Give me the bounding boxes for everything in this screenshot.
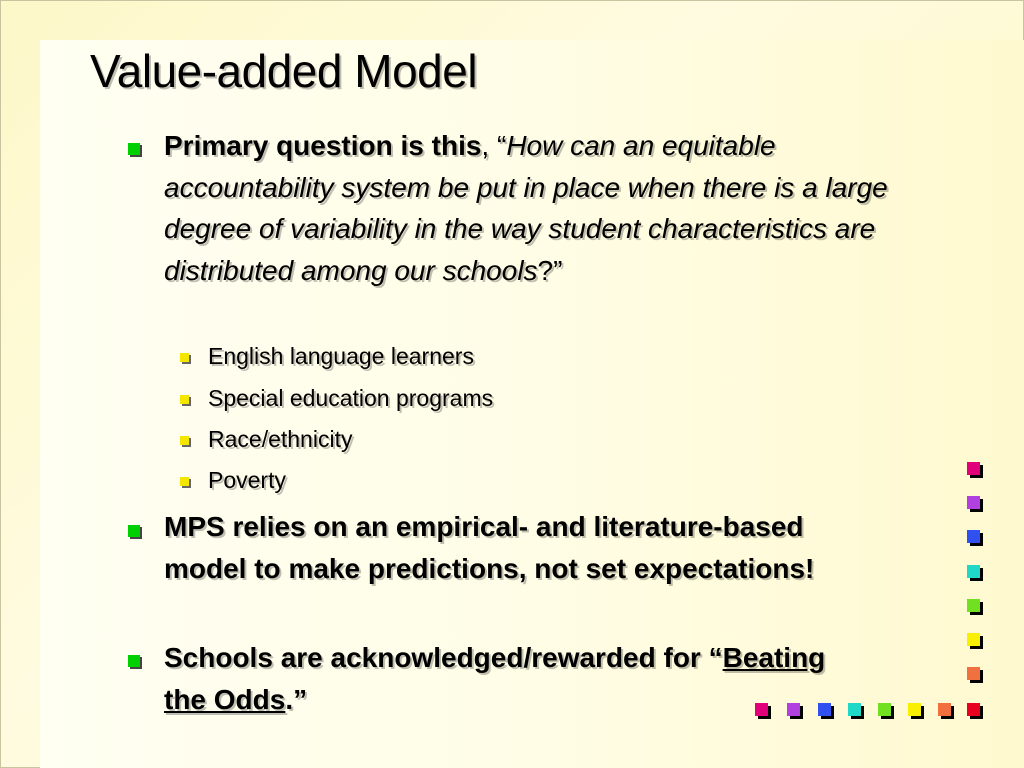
bullet-question: How can an equitable accountability system be put in place when there is a large degree of variability in the way student characteristics are distributed among our schools <box>164 130 888 286</box>
decor-square <box>818 703 831 716</box>
sub-item-english-learners: English language learners <box>208 343 474 369</box>
bullet-beating-odds <box>164 637 844 720</box>
bullet-mps-model: MPS relies on an empirical- and literature-based model to make predictions, not set expectations! <box>164 511 815 584</box>
decor-square <box>967 565 980 578</box>
sub-bullet-marker <box>180 395 189 404</box>
decor-square <box>938 703 951 716</box>
decor-square <box>848 703 861 716</box>
bullet-marker <box>128 525 140 537</box>
decor-square <box>967 462 980 475</box>
slide-title: Value-added Model <box>90 45 478 97</box>
decor-square <box>787 703 800 716</box>
decor-square <box>967 496 980 509</box>
sub-item-poverty: Poverty <box>208 467 286 493</box>
decor-square <box>967 703 980 716</box>
sub-bullet-marker <box>180 477 189 486</box>
sub-bullet-marker <box>180 436 189 445</box>
decor-square <box>878 703 891 716</box>
decor-square <box>967 633 980 646</box>
sub-item-race-ethnicity: Race/ethnicity <box>208 426 353 452</box>
bullet-lead: Primary question is this <box>164 130 482 161</box>
bullet-text-before-link: Schools are acknowledged/rewarded for “ <box>164 642 723 673</box>
decor-square <box>967 530 980 543</box>
bullet-closing: ?” <box>537 254 563 286</box>
bullet-marker <box>128 655 140 667</box>
decor-square <box>755 703 768 716</box>
bullet-primary-question <box>164 125 934 291</box>
decor-square <box>908 703 921 716</box>
decor-square <box>967 599 980 612</box>
sub-bullet-marker <box>180 353 189 362</box>
bullet-after-lead: , “ <box>481 130 507 161</box>
sub-item-special-education: Special education programs <box>208 385 494 411</box>
decor-square <box>967 667 980 680</box>
bullet-marker <box>128 143 140 155</box>
bullet-text-after-link: .” <box>285 683 308 715</box>
beating-the-odds-link[interactable]: Beating the Odds <box>164 642 826 715</box>
